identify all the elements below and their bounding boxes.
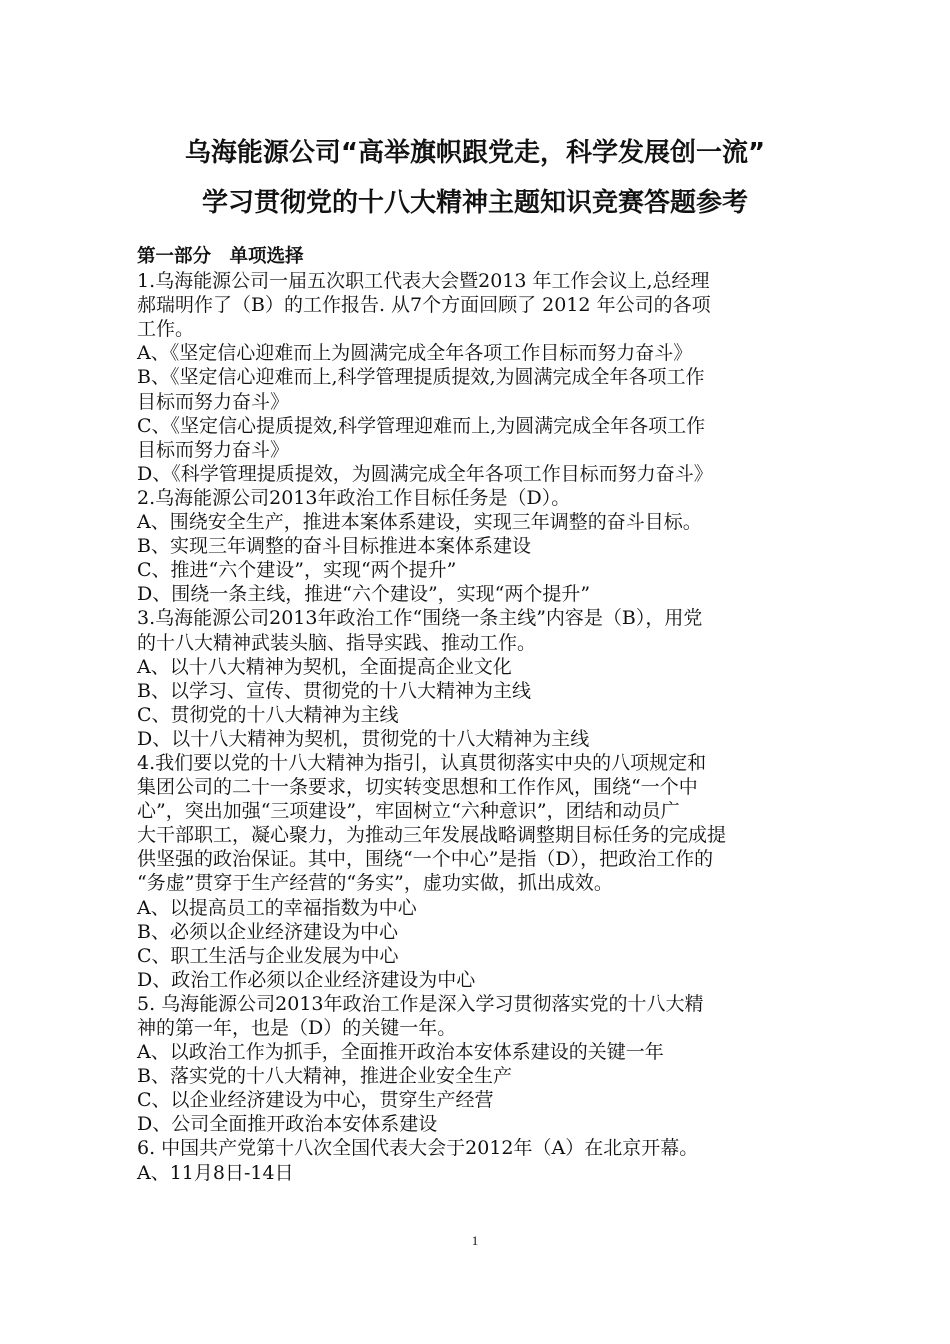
body-line: A、《坚定信心迎难而上为圆满完成全年各项工作目标而努力奋斗》: [137, 342, 693, 365]
title-line-2: 学习贯彻党的十八大精神主题知识竞赛答题参考: [201, 188, 748, 218]
body-line: 郝瑞明作了（B）的工作报告. 从7个方面回顾了 2012 年公司的各项: [137, 294, 711, 317]
body-line: A、以十八大精神为契机，全面提高企业文化: [137, 655, 512, 678]
body-line: 1.乌海能源公司一届五次职工代表大会暨2013 年工作会议上,总经理: [137, 270, 710, 293]
body-line: D、围绕一条主线，推进“六个建设”，实现“两个提升”: [137, 583, 591, 606]
body-line: A、以政治工作为抓手，全面推开政治本安体系建设的关键一年: [137, 1041, 664, 1064]
body-line: 供坚强的政治保证。其中，围绕“一个中心”是指（D），把政治工作的: [137, 848, 714, 871]
body-line: 神的第一年，也是（D）的关键一年。: [137, 1017, 457, 1039]
document-title: [0, 128, 950, 228]
title-line-1: 乌海能源公司“高举旗帜跟党走，科学发展创一流”: [184, 138, 766, 168]
body-line: 心”，突出加强“三项建设”，牢固树立“六种意识”，团结和动员广: [137, 800, 680, 823]
body-line: 大干部职工，凝心聚力，为推动三年发展战略调整期目标任务的完成提: [137, 824, 727, 847]
body-line: 的十八大精神武装头脑、指导实践、推动工作。: [137, 631, 537, 654]
body-line: 4.我们要以党的十八大精神为指引，认真贯彻落实中央的八项规定和: [137, 751, 707, 774]
body-line: B、落实党的十八大精神，推进企业安全生产: [137, 1065, 512, 1088]
body-line: 集团公司的二十一条要求，切实转变思想和工作作风，围绕“一个中: [137, 776, 698, 799]
body-line: 目标而努力奋斗》: [137, 390, 290, 413]
body-line: C、贯彻党的十八大精神为主线: [137, 703, 399, 726]
body-line: C、职工生活与企业发展为中心: [137, 944, 399, 967]
body-line: A、11月8日-14日: [137, 1161, 294, 1184]
body-line: C、《坚定信心提质提效,科学管理迎难而上,为圆满完成全年各项工作: [137, 414, 706, 437]
body-line: D、公司全面推开政治本安体系建设: [137, 1113, 438, 1136]
body-line: “务虚”贯穿于生产经营的“务实”，虚功实做，抓出成效。: [137, 872, 613, 895]
body-line: D、以十八大精神为契机，贯彻党的十八大精神为主线: [137, 727, 590, 750]
body-line: C、推进“六个建设”，实现“两个提升”: [137, 559, 457, 582]
body-lines: [137, 269, 817, 1185]
body-line: 工作。: [137, 318, 195, 341]
body-line: 2.乌海能源公司2013年政治工作目标任务是（D）。: [137, 486, 571, 509]
body-line: B、实现三年调整的奋斗目标推进本案体系建设: [137, 535, 531, 558]
body-line: D、政治工作必须以企业经济建设为中心: [137, 968, 476, 991]
body-line: A、围绕安全生产，推进本案体系建设，实现三年调整的奋斗目标。: [137, 511, 702, 534]
body-line: 6. 中国共产党第十八次全国代表大会于2012年（A）在北京开幕。: [137, 1137, 699, 1160]
body-line: B、必须以企业经济建设为中心: [137, 920, 398, 943]
document-body: [137, 245, 817, 1185]
body-line: B、《坚定信心迎难而上,科学管理提质提效,为圆满完成全年各项工作: [137, 366, 705, 389]
body-line: C、以企业经济建设为中心，贯穿生产经营: [137, 1089, 494, 1112]
body-line: D、《科学管理提质提效，为圆满完成全年各项工作目标而努力奋斗》: [137, 462, 713, 485]
body-line: 5. 乌海能源公司2013年政治工作是深入学习贯彻落实党的十八大精: [137, 992, 704, 1015]
body-line: B、以学习、宣传、贯彻党的十八大精神为主线: [137, 679, 531, 702]
body-line: A、以提高员工的幸福指数为中心: [137, 896, 417, 919]
page-number: 1: [471, 1233, 479, 1248]
body-line: 3.乌海能源公司2013年政治工作“围绕一条主线”内容是（B），用党: [137, 607, 703, 630]
body-line: 目标而努力奋斗》: [137, 438, 290, 461]
section-heading: 第一部分 单项选择: [137, 246, 304, 267]
